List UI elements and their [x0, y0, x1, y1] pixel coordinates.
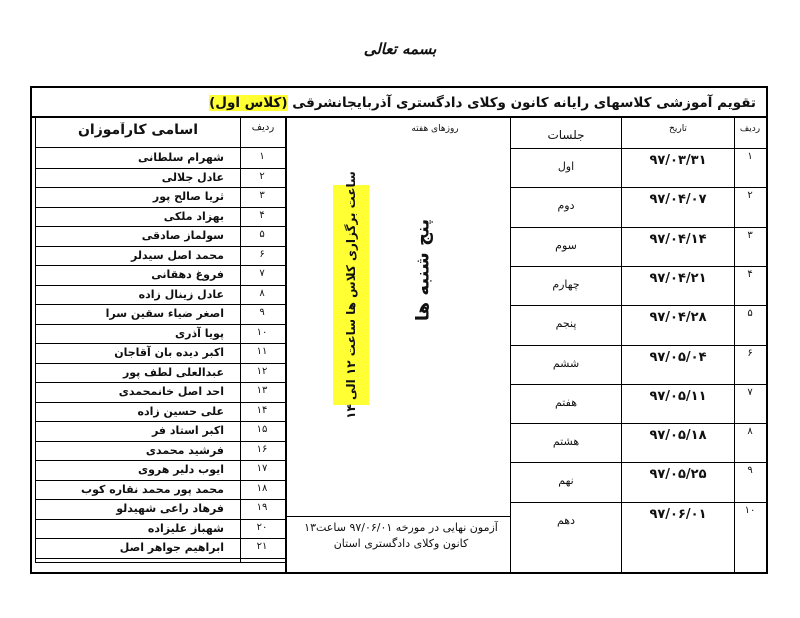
- session-number: ۴: [747, 268, 753, 280]
- trainee-name: اکبر استاد فر: [151, 424, 224, 437]
- trainee-number: ۱۷: [256, 463, 268, 474]
- trainee-number: ۲۱: [256, 541, 268, 552]
- trainee-number: ۱۲: [256, 365, 268, 377]
- session-date: ۹۷/۰۵/۱۸: [649, 428, 707, 444]
- schedule-header-sessions: جلسات: [547, 128, 585, 142]
- schedule-time-note: ساعت برگزاری کلاس ها ساعت ۱۲ الی ۱۴: [344, 171, 358, 419]
- trainee-name: عادل جلالی: [161, 170, 224, 184]
- session-row-divider: [510, 384, 766, 385]
- session-name: اول: [557, 160, 575, 173]
- trainee-number: ۱۳: [256, 385, 268, 396]
- session-number: ۲: [747, 190, 753, 202]
- trainees-bottom-border: [35, 562, 286, 563]
- trainee-row-divider: [35, 304, 286, 305]
- session-name: چهارم: [552, 277, 580, 291]
- trainee-row-divider: [35, 324, 286, 325]
- session-name: ششم: [552, 356, 580, 370]
- session-number: ۱۰: [744, 504, 756, 516]
- trainee-row-divider: [35, 246, 286, 247]
- schedule-header-days: روزهای هفته: [411, 124, 459, 134]
- trainee-name: محمد پور محمد نقاره کوب: [81, 482, 224, 496]
- trainee-name: احد اصل خانمحمدی: [118, 385, 224, 398]
- session-row-divider: [510, 266, 766, 267]
- trainee-name: عادل زینال زاده: [138, 287, 224, 301]
- trainees-header-name: اسامی کارآموزان: [77, 122, 199, 138]
- session-date: ۹۷/۰۳/۳۱: [649, 153, 707, 168]
- trainee-number: ۷: [259, 268, 265, 279]
- session-row-divider: [510, 345, 766, 346]
- session-row-divider: [510, 227, 766, 228]
- trainee-number: ۱: [259, 151, 265, 162]
- session-number: ۱: [747, 151, 753, 162]
- session-name: سوم: [555, 238, 577, 252]
- trainee-number: ۸: [259, 287, 265, 299]
- session-row-divider: [510, 187, 766, 188]
- trainee-name: اصغر ضیاء سقین سرا: [105, 307, 224, 320]
- trainee-number: ۱۸: [256, 482, 268, 494]
- trainee-name: فرهاد راعی شهیدلو: [116, 502, 224, 515]
- final-exam-line2: کانون وکلای دادگستری استان: [333, 537, 469, 550]
- trainee-row-divider: [35, 480, 286, 481]
- trainee-row-divider: [35, 207, 286, 208]
- trainee-number: ۱۴: [256, 404, 268, 416]
- trainee-name: فروغ دهقانی: [151, 268, 224, 281]
- trainee-name: سولماز صادقی: [141, 229, 224, 242]
- trainee-row-divider: [35, 363, 286, 364]
- basmala-heading: بسمه تعالی: [363, 40, 437, 58]
- session-name: هفتم: [554, 395, 577, 409]
- trainee-number: ۴: [259, 209, 265, 221]
- trainee-number: ۱۵: [256, 424, 268, 435]
- session-date: ۹۷/۰۴/۲۸: [649, 310, 707, 326]
- trainee-number: ۲۰: [256, 521, 268, 533]
- trainee-name: ایوب دلیر هروی: [137, 463, 224, 476]
- trainees-header-divider: [35, 147, 286, 148]
- final-exam-line1: آزمون نهایی در مورخه ۹۷/۰۶/۰۱ ساعت۱۳: [304, 521, 498, 534]
- session-name: هشتم: [552, 435, 580, 449]
- trainee-number: ۲: [259, 170, 265, 182]
- trainee-row-divider: [35, 538, 286, 539]
- title-main: تقویم آموزشی کلاسهای رایانه کانون وکلای دادگستری آذربایجانشرقی: [292, 95, 756, 111]
- trainee-row-divider: [35, 441, 286, 442]
- session-name: دوم: [557, 199, 575, 213]
- session-row-divider: [510, 423, 766, 424]
- trainee-name: شهرام سلطانی: [138, 151, 224, 164]
- session-date: ۹۷/۰۵/۲۵: [649, 467, 707, 483]
- trainee-name: پویا آذری: [175, 326, 224, 340]
- trainee-number: ۵: [259, 229, 265, 240]
- trainee-row-divider: [35, 402, 286, 403]
- session-row-divider: [510, 462, 766, 463]
- trainee-row-divider: [35, 499, 286, 500]
- trainee-row-divider: [35, 343, 286, 344]
- trainee-row-divider: [35, 187, 286, 188]
- session-name: نهم: [558, 474, 574, 488]
- weekday-label: پنج شنبه ها: [412, 218, 434, 322]
- trainee-name: شهباز علیزاده: [147, 521, 224, 535]
- session-date: ۹۷/۰۶/۰۱: [649, 506, 707, 522]
- trainee-row-divider: [35, 519, 286, 520]
- trainee-name: بهزاد ملکی: [163, 209, 224, 223]
- trainee-number: ۱۱: [256, 346, 268, 357]
- trainee-name: ابراهیم جواهر اصل: [119, 541, 224, 554]
- trainee-row-divider: [35, 168, 286, 169]
- schedule-header-number: ردیف: [739, 124, 761, 134]
- trainee-row-divider: [35, 285, 286, 286]
- session-number: ۶: [747, 347, 753, 359]
- session-row-divider: [510, 305, 766, 306]
- final-exam-note: [290, 520, 512, 552]
- session-date: ۹۷/۰۴/۲۱: [649, 270, 707, 286]
- session-name: دهم: [556, 513, 576, 527]
- session-name: پنجم: [555, 317, 577, 331]
- trainees-header-number: ردیف: [251, 122, 275, 133]
- session-date: ۹۷/۰۴/۰۷: [649, 192, 707, 208]
- schedule-header-date: تاریخ: [669, 124, 687, 134]
- trainee-name: محمد اصل سیدلر: [131, 248, 224, 262]
- trainee-row-divider: [35, 421, 286, 422]
- trainee-row-divider: [35, 226, 286, 227]
- trainee-number: ۳: [259, 190, 265, 201]
- session-date: ۹۷/۰۵/۰۴: [649, 349, 707, 365]
- title-highlight: (کلاس اول): [209, 95, 288, 111]
- session-date: ۹۷/۰۵/۱۱: [649, 388, 707, 404]
- trainee-name: ثریا صالح پور: [152, 190, 224, 203]
- session-number: ۸: [747, 426, 753, 438]
- trainee-number: ۱۰: [256, 326, 268, 338]
- session-date: ۹۷/۰۴/۱۴: [649, 231, 707, 247]
- final-exam-divider: [287, 516, 511, 517]
- session-row-divider: [510, 502, 766, 503]
- trainee-number: ۹: [259, 307, 265, 318]
- trainee-name: فرشید محمدی: [145, 443, 224, 457]
- trainee-name: علی حسین زاده: [137, 404, 224, 418]
- trainee-row-divider: [35, 265, 286, 266]
- trainee-row-divider: [35, 382, 286, 383]
- trainee-number: ۱۹: [256, 502, 268, 513]
- page-title: [32, 88, 766, 118]
- trainees-col-divider: [240, 118, 241, 562]
- trainee-number: ۱۶: [256, 443, 268, 455]
- schedule-header-divider: [510, 148, 766, 149]
- trainee-name: عبدالعلی لطف پور: [122, 365, 224, 379]
- session-number: ۵: [747, 308, 753, 320]
- session-number: ۳: [747, 229, 753, 241]
- session-number: ۷: [747, 386, 753, 398]
- trainee-row-divider: [35, 558, 286, 559]
- trainee-row-divider: [35, 460, 286, 461]
- session-number: ۹: [747, 465, 753, 477]
- trainee-name: اکبر دیده بان آقاجان: [114, 346, 224, 359]
- trainee-number: ۶: [259, 248, 265, 260]
